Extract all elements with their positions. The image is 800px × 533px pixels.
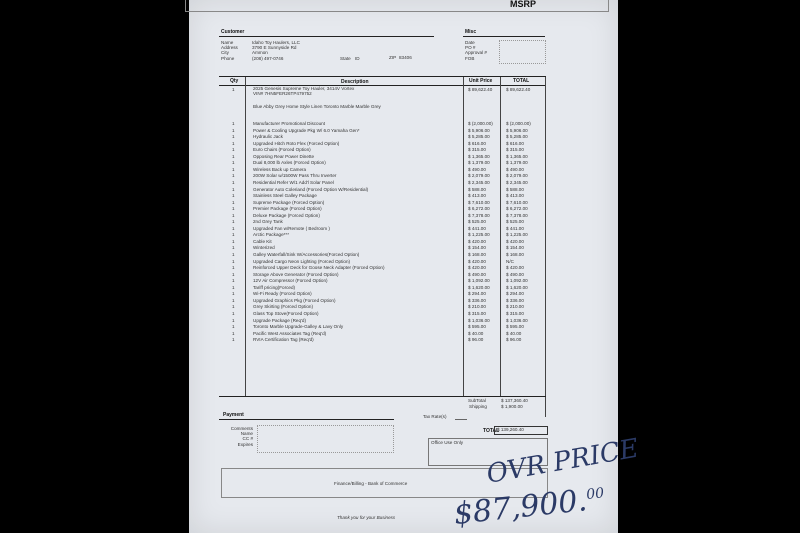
row-qty: 1 bbox=[232, 166, 235, 172]
row-total: $ (2,000.00) bbox=[506, 121, 531, 126]
misc-heading: Misc bbox=[465, 29, 477, 35]
row-unit-price: $ 336.00 bbox=[468, 297, 486, 303]
row-unit-price: $ 441.00 bbox=[468, 225, 486, 231]
row-qty: 1 bbox=[232, 212, 235, 218]
row-total: $ 1,379.00 bbox=[506, 160, 528, 166]
table-row bbox=[189, 259, 519, 265]
row-unit-price: $ 616.00 bbox=[468, 140, 486, 146]
row-unit-price: $ 154.00 bbox=[468, 245, 486, 251]
table-row bbox=[189, 153, 528, 160]
row-total: N/C bbox=[506, 258, 514, 264]
row-qty: 1 bbox=[232, 140, 235, 146]
row-description: Power & Cooling Upgrade Pkg W/ 6.0 Yamaha Gen* bbox=[253, 127, 360, 133]
row-qty: 1 bbox=[232, 252, 235, 257]
row-total: $ 1,092.00 bbox=[506, 278, 528, 284]
row-qty: 1 bbox=[232, 173, 235, 179]
row-unit-price: $ 2,079.00 bbox=[468, 173, 490, 179]
row-description: Generator Auto Coleriand (Forced Option W/Residential) bbox=[253, 186, 369, 192]
row-total: $ 154.00 bbox=[506, 245, 524, 251]
misc-fields bbox=[499, 40, 546, 64]
row-total: $ 5,906.00 bbox=[506, 127, 528, 133]
table-row bbox=[189, 173, 528, 179]
row-unit-price: $ 1,379.00 bbox=[468, 160, 490, 166]
row-qty: 1 bbox=[232, 245, 235, 251]
po-label: PO # bbox=[465, 45, 476, 51]
row-unit-price: $ 96.00 bbox=[468, 337, 484, 343]
handwritten-note: OVR PRICE bbox=[484, 433, 641, 490]
handwritten-price-cents: 00 bbox=[585, 485, 605, 504]
row-total: $ 315.00 bbox=[506, 147, 524, 153]
row-qty: 1 bbox=[232, 304, 235, 310]
row-total: $ 1,036.00 bbox=[506, 317, 528, 323]
row-description: Supreme Package (Forced Option) bbox=[253, 199, 325, 205]
row-total: $ 525.00 bbox=[506, 219, 524, 225]
total-box bbox=[494, 426, 548, 435]
table-row bbox=[189, 310, 524, 317]
page-title: MSRP bbox=[510, 0, 537, 9]
table-row bbox=[189, 265, 524, 271]
invoice-paper bbox=[189, 0, 641, 533]
table-row bbox=[189, 271, 524, 278]
row-description: Stainless Steel Galley Package bbox=[253, 193, 317, 199]
row-description: Galley Waterfall/Sink W/Accessories(Forced Option) bbox=[253, 252, 360, 257]
table-row bbox=[189, 297, 524, 304]
row-unit-price: $ 315.00 bbox=[468, 147, 486, 153]
row-unit-price: $ 6,272.00 bbox=[468, 206, 490, 212]
table-row bbox=[189, 304, 524, 310]
row-qty: 1 bbox=[232, 121, 235, 126]
row-unit-price: $ 420.00 bbox=[468, 258, 486, 264]
row-qty: 1 bbox=[232, 278, 235, 284]
row-qty: 1 bbox=[232, 153, 235, 159]
row-description: Upgraded Cargo Neon Lighting (Forced Option) bbox=[253, 258, 351, 264]
date-label: Date bbox=[465, 40, 475, 45]
row-total: $ 413.00 bbox=[506, 193, 524, 199]
subtotal-label: SubTotal bbox=[468, 398, 486, 403]
row-qty: 1 bbox=[232, 186, 235, 192]
row-unit-price: $ 7,610.00 bbox=[468, 199, 490, 205]
state-value: ID bbox=[355, 56, 360, 61]
table-row bbox=[189, 278, 528, 284]
row-total: $ 441.00 bbox=[506, 225, 524, 231]
row-qty: 1 bbox=[232, 310, 235, 316]
table-row bbox=[189, 252, 524, 258]
table-row bbox=[189, 330, 522, 337]
row-description: Wi-Fi Ready (Forced Option) bbox=[253, 291, 312, 297]
customer-rule bbox=[219, 36, 434, 37]
row-description: Arctic Package*** bbox=[253, 232, 290, 238]
payment-fields bbox=[257, 425, 394, 453]
table-row bbox=[189, 337, 522, 343]
shipping-label: Shipping bbox=[469, 404, 487, 409]
row-description: Upgrade Package (Req'd) bbox=[253, 317, 306, 323]
row-unit-price: $ 490.00 bbox=[468, 166, 486, 172]
table-row bbox=[189, 219, 524, 225]
cc-label: CC # bbox=[242, 436, 253, 442]
total-label: TOTAL bbox=[483, 428, 500, 434]
customer-address: 3790 E Sunnyside Rd bbox=[252, 45, 297, 51]
table-row bbox=[189, 147, 524, 153]
row-total: $ 420.00 bbox=[506, 265, 524, 271]
unit-qty: 1 bbox=[232, 87, 235, 92]
unit-price: $ 89,622.40 bbox=[468, 87, 493, 92]
row-qty: 1 bbox=[232, 271, 235, 277]
table-row bbox=[189, 121, 531, 127]
row-description: Cable Kit bbox=[253, 238, 272, 244]
row-description: Winterized bbox=[253, 245, 275, 251]
customer-labels bbox=[221, 40, 238, 61]
row-unit-price: $ 420.00 bbox=[468, 265, 486, 271]
row-description: 12V Air Compressor (Forced Option) bbox=[253, 278, 328, 284]
row-total: $ 7,378.00 bbox=[506, 212, 528, 218]
row-unit-price: $ 315.00 bbox=[468, 310, 486, 316]
row-unit-price: $ 7,378.00 bbox=[468, 212, 490, 218]
table-row bbox=[189, 206, 528, 212]
table-row bbox=[189, 127, 528, 134]
row-description: 200W Solar w/1500W Pass Thru Inverter bbox=[253, 173, 337, 179]
name-label: Name bbox=[221, 40, 234, 45]
table-row bbox=[189, 193, 524, 199]
subtotal-value: $ 137,360.40 bbox=[501, 398, 528, 403]
table-row bbox=[189, 199, 528, 206]
row-qty: 1 bbox=[232, 317, 235, 323]
row-total: $ 6,272.00 bbox=[506, 206, 528, 212]
table-row bbox=[189, 166, 524, 173]
option-rows bbox=[189, 121, 549, 371]
row-total: $ 588.00 bbox=[506, 186, 524, 192]
row-description: Upgraded Graphics Pkg (Forced Option) bbox=[253, 297, 336, 303]
row-qty: 1 bbox=[232, 147, 235, 153]
row-description: Opposing Rear Power Dinette bbox=[253, 153, 315, 159]
finance-text: Finance/Billing - Bank of Commerce bbox=[334, 481, 408, 486]
payment-rule bbox=[219, 419, 394, 420]
row-description: Upgraded Fan w/Remote ( Bedroom ) bbox=[253, 225, 330, 231]
unit-price-header: Unit Price bbox=[469, 78, 493, 84]
payment-labels bbox=[225, 426, 253, 447]
row-description: Pacific West Associates Tag (Req'd) bbox=[253, 330, 327, 336]
row-qty: 1 bbox=[232, 258, 235, 264]
total-value: $ 139,260.40 bbox=[497, 427, 524, 432]
payment-heading: Payment bbox=[223, 412, 244, 418]
row-qty: 1 bbox=[232, 238, 235, 244]
row-total: $ 490.00 bbox=[506, 166, 524, 172]
table-row bbox=[189, 232, 528, 238]
row-unit-price: $ 588.00 bbox=[468, 186, 486, 192]
row-description: 2nd Grey Tank bbox=[253, 219, 283, 225]
table-row bbox=[189, 179, 528, 186]
row-qty: 1 bbox=[232, 330, 235, 336]
row-total: $ 1,365.00 bbox=[506, 153, 528, 159]
row-total: $ 210.00 bbox=[506, 304, 524, 310]
table-row bbox=[189, 186, 524, 193]
unit-colors: Blue Abby Grey Home Style Linen Toronto Marble Marble Grey bbox=[253, 104, 381, 110]
row-qty: 1 bbox=[232, 297, 235, 303]
row-total: $ 616.00 bbox=[506, 140, 524, 146]
qty-header: Qty bbox=[230, 78, 239, 84]
description-header: Description bbox=[341, 79, 369, 85]
customer-phone: (208) 497-0746 bbox=[252, 55, 284, 61]
row-qty: 1 bbox=[232, 199, 235, 205]
customer-values bbox=[252, 40, 300, 61]
payment-name-label: Name bbox=[240, 431, 253, 437]
zip-label: ZIP bbox=[389, 55, 397, 60]
row-total: $ 1,620.00 bbox=[506, 284, 528, 290]
row-total: $ 315.00 bbox=[506, 310, 524, 316]
row-qty: 1 bbox=[232, 206, 235, 212]
row-qty: 1 bbox=[232, 232, 235, 238]
table-row bbox=[189, 238, 524, 245]
table-row bbox=[189, 134, 528, 140]
city-label: City bbox=[221, 50, 229, 56]
row-unit-price: $ 210.00 bbox=[468, 304, 486, 310]
row-qty: 1 bbox=[232, 225, 235, 231]
customer-name: Idaho Toy Haulers, LLC bbox=[252, 40, 300, 45]
expires-label: Expires bbox=[237, 441, 253, 447]
table-row bbox=[189, 140, 524, 147]
row-unit-price: $ 525.00 bbox=[468, 219, 486, 225]
row-qty: 1 bbox=[232, 127, 235, 133]
row-unit-price: $ 40.00 bbox=[468, 330, 484, 336]
misc-rule bbox=[463, 36, 545, 37]
state-label: State bbox=[340, 56, 351, 61]
table-row bbox=[189, 284, 528, 291]
row-qty: 1 bbox=[232, 291, 235, 297]
row-qty: 1 bbox=[232, 337, 235, 343]
row-qty: 1 bbox=[232, 134, 235, 140]
row-total: $ 490.00 bbox=[506, 271, 524, 277]
tax-label: Tax Rate(s) bbox=[423, 414, 447, 419]
unit-total: $ 89,622.40 bbox=[506, 87, 531, 92]
row-total: $ 294.00 bbox=[506, 291, 524, 297]
row-description: Glass Top Stove(Forced Option) bbox=[253, 310, 319, 316]
row-qty: 1 bbox=[232, 179, 235, 185]
row-total: $ 5,285.00 bbox=[506, 134, 528, 140]
address-label: Address bbox=[221, 45, 238, 51]
table-row bbox=[189, 317, 528, 324]
row-description: Grey Skirting (Forced Option) bbox=[253, 304, 313, 310]
row-unit-price: $ 1,365.00 bbox=[468, 153, 490, 159]
row-total: $ 336.00 bbox=[506, 297, 524, 303]
unit-vin: VIN# 7HN5FER26TP479752 bbox=[253, 91, 312, 97]
row-unit-price: $ 168.00 bbox=[468, 252, 486, 257]
title-bar bbox=[185, 0, 609, 12]
row-total: $ 96.00 bbox=[506, 337, 522, 343]
row-total: $ 40.00 bbox=[506, 330, 522, 336]
fob-label: FOB bbox=[465, 55, 475, 61]
row-description: Upgraded Hitch Roto Flex (Forced Option) bbox=[253, 140, 340, 146]
row-description: Deluxe Package (Forced Option) bbox=[253, 212, 320, 218]
row-description: Hydraulic Jack bbox=[253, 134, 283, 140]
customer-city: Ammon bbox=[252, 50, 268, 56]
row-total: $ 2,345.00 bbox=[506, 179, 528, 185]
customer-heading: Customer bbox=[221, 29, 245, 35]
table-row bbox=[189, 245, 524, 251]
row-description: Euro Chairs (Forced Option) bbox=[253, 147, 311, 153]
row-unit-price: $ 490.00 bbox=[468, 271, 486, 277]
misc-labels bbox=[465, 40, 487, 61]
phone-label: Phone bbox=[221, 55, 235, 61]
row-total: $ 595.00 bbox=[506, 324, 524, 330]
row-total: $ 7,610.00 bbox=[506, 199, 528, 205]
row-description: Toronto Marble Upgrade-Galley & Lavy Only bbox=[253, 324, 344, 330]
row-description: Residential Refer W/1 Add'l Solar Panel bbox=[253, 179, 334, 185]
zip-value: 83406 bbox=[399, 55, 412, 60]
row-description: Storage Above Generator (Forced Option) bbox=[253, 271, 339, 277]
table-top-rule bbox=[219, 76, 546, 77]
row-unit-price: $ (2,000.00) bbox=[468, 121, 493, 126]
row-qty: 1 bbox=[232, 284, 235, 290]
approval-label: Approval # bbox=[465, 50, 487, 56]
footer-thanks: Thank you for your Business bbox=[337, 515, 396, 520]
row-unit-price: $ 5,906.00 bbox=[468, 127, 490, 133]
row-qty: 1 bbox=[232, 324, 235, 330]
row-total: $ 420.00 bbox=[506, 238, 524, 244]
row-total: $ 2,079.00 bbox=[506, 173, 528, 179]
row-unit-price: $ 413.00 bbox=[468, 193, 486, 199]
row-description: Wireless Back up Camera bbox=[253, 166, 307, 172]
row-qty: 1 bbox=[232, 219, 235, 225]
row-description: Reinforced Upper Deck for Goose Neck Adapter (Forced Option) bbox=[253, 265, 385, 271]
row-description: Premier Package (Forced Option) bbox=[253, 206, 322, 212]
table-row bbox=[189, 225, 524, 232]
row-description: RVIA Certification Tag (Req'd) bbox=[253, 337, 314, 343]
row-unit-price: $ 2,345.00 bbox=[468, 179, 490, 185]
table-bottom-rule bbox=[219, 396, 546, 397]
row-unit-price: $ 1,225.00 bbox=[468, 232, 490, 238]
handwritten-price-main: $87,900. bbox=[452, 483, 589, 532]
row-total: $ 1,225.00 bbox=[506, 232, 528, 238]
row-unit-price: $ 5,285.00 bbox=[468, 134, 490, 140]
table-row bbox=[189, 291, 524, 297]
total-header: TOTAL bbox=[513, 78, 530, 84]
row-total: $ 168.00 bbox=[506, 252, 524, 257]
tax-field bbox=[455, 419, 467, 420]
row-unit-price: $ 595.00 bbox=[468, 324, 486, 330]
row-unit-price: $ 294.00 bbox=[468, 291, 486, 297]
office-use-label: Office Use Only bbox=[431, 440, 464, 445]
row-description: Tariff pricing(Forced) bbox=[253, 284, 296, 290]
row-unit-price: $ 420.00 bbox=[468, 238, 486, 244]
table-row bbox=[189, 324, 524, 330]
table-row bbox=[189, 212, 528, 219]
unit-model: 2025 Genesis Supreme Toy Hauler, 3414V Vortex bbox=[253, 86, 355, 91]
shipping-value: $ 1,900.00 bbox=[501, 404, 523, 409]
row-qty: 1 bbox=[232, 193, 235, 199]
row-unit-price: $ 1,092.00 bbox=[468, 278, 490, 284]
row-qty: 1 bbox=[232, 160, 235, 166]
table-row bbox=[189, 160, 528, 166]
row-unit-price: $ 1,620.00 bbox=[468, 284, 490, 290]
row-unit-price: $ 1,036.00 bbox=[468, 317, 490, 323]
comments-label: Comments bbox=[230, 426, 253, 431]
unit-description bbox=[253, 86, 381, 110]
row-qty: 1 bbox=[232, 265, 235, 271]
row-description: Manufacturer Promotional Discount bbox=[253, 121, 326, 126]
row-description: Dual 8,000 lb Axles (Forced Option) bbox=[253, 160, 326, 166]
